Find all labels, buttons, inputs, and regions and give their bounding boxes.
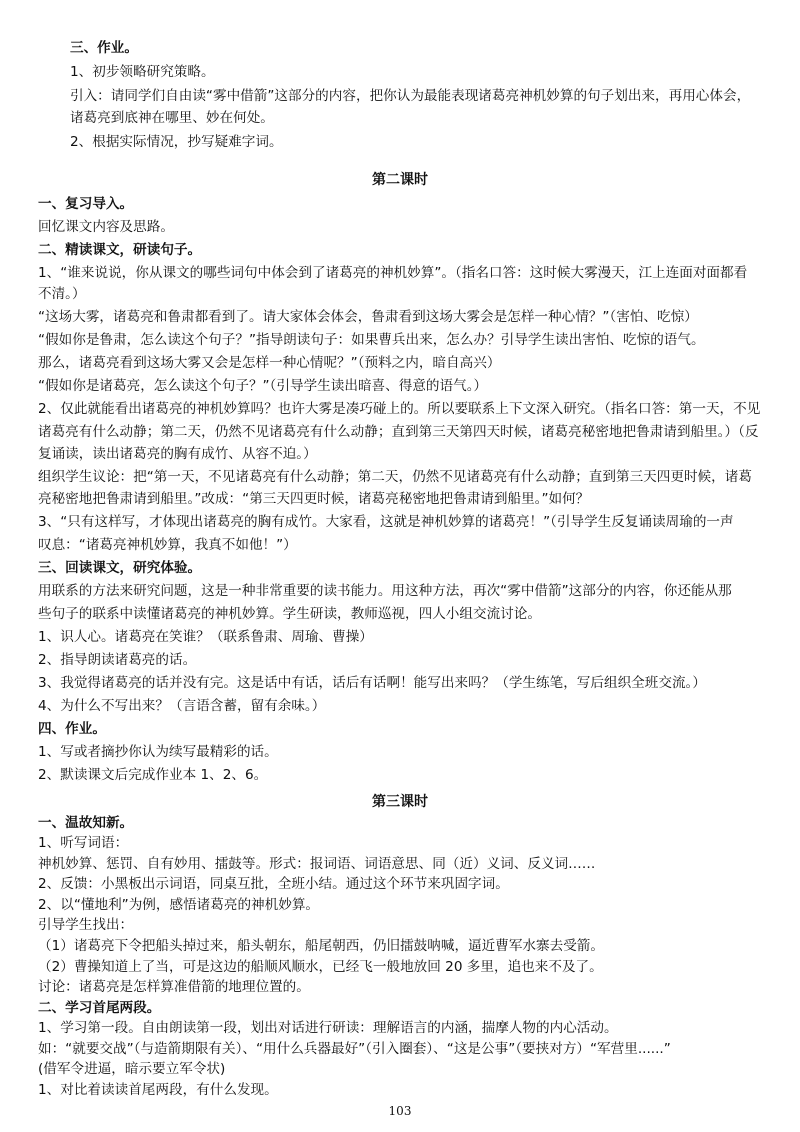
text-line: 诸葛亮到底神在哪里、妙在何处。 [70,110,274,126]
section-heading: 二、学习首尾两段。 [38,1000,161,1016]
text-line: 1、写或者摘抄你认为续写最精彩的话。 [38,744,278,760]
section-heading: 四、作业。 [38,721,106,737]
text-line: 亮秘密地把鲁肃请到船里。”改成：“第三天四更时候，诸葛亮秘密地把鲁肃请到船里。”如何？ [38,491,590,507]
text-line: 复诵读，读出诸葛亮的胸有成竹、从容不迫。） [38,446,317,462]
text-line: “假如你是鲁肃，怎么读这个句子？”指导朗读句子：如果曹兵出来，怎么办？引导学生读出害怕、吃惊的语气。 [38,332,705,348]
text-line: 组织学生议论：把“第一天，不见诸葛亮有什么动静；第二天，仍然不见诸葛亮有什么动静；直到第三天四更时候，诸葛 [38,469,752,485]
text-line: 那么，诸葛亮看到这场大雾又会是怎样一种心情呢？”（预料之内，暗自高兴） [38,355,501,371]
section-heading: 一、复习导入。 [38,196,134,212]
text-line: “假如你是诸葛亮，怎么读这个句子？”（引导学生读出暗喜、得意的语气。） [38,378,488,394]
text-line: 2、反馈：小黑板出示词语，同桌互批，全班小结。通过这个环节来巩固字词。 [38,876,509,892]
text-line: 不清。） [38,286,86,302]
text-line: （1）诸葛亮下令把船头掉过来，船头朝东，船尾朝西，仍旧擂鼓呐喊，逼近曹军水寨去受箭。 [38,938,604,954]
text-line: 如：“就要交战”（与造箭期限有关）、“用什么兵器最好”（引入圈套）、“这是公事”（要挟对方）“军营里......” [38,1041,671,1057]
text-line: 1、“谁来说说，你从课文的哪些词句中体会到了诸葛亮的神机妙算”。（指名口答：这时候大雾漫天，江上连面对面都看 [38,265,748,281]
text-line: 1、听写词语： [38,835,129,851]
lesson-title: 第三课时 [372,794,428,810]
section-heading: 三、作业。 [70,40,138,56]
text-line: “这场大雾，诸葛亮和鲁肃都看到了。请大家体会体会，鲁肃看到这场大雾会是怎样一种心情？”（害怕、吃惊） [38,309,698,325]
section-heading: 三、回读课文，研究体验。 [38,560,202,576]
section-heading: 二、精读课文，研读句子。 [38,242,202,258]
text-line: 些句子的联系中读懂诸葛亮的神机妙算。学生研读，教师巡视，四人小组交流讨论。 [38,606,541,622]
text-line: 2、以“懂地利”为例，感悟诸葛亮的神机妙算。 [38,897,320,913]
text-line: 1、识人心。诸葛亮在笑谁？（联系鲁肃、周瑜、曹操） [38,629,373,645]
text-line: 2、仅此就能看出诸葛亮的神机妙算吗？也许大雾是凑巧碰上的。所以要联系上下文深入研究。（指名口答：第一天，不见 [38,401,761,417]
text-line: 回忆课文内容及思路。 [38,219,174,235]
text-line: (借军令进逼，暗示要立军令状) [38,1061,226,1077]
text-line: 1、初步领略研究策略。 [70,64,215,80]
text-line: 2、根据实际情况，抄写疑难字词。 [70,134,283,150]
text-line: 4、为什么不写出来？（言语含蓄，留有余味。） [38,698,326,714]
text-line: 1、对比着读读首尾两段，有什么发现。 [38,1082,278,1098]
text-line: 用联系的方法来研究问题，这是一种非常重要的读书能力。用这种方法，再次“雾中借箭”这部分的内容，你还能从那 [38,583,732,599]
text-line: 引入：请同学们自由读“雾中借箭”这部分的内容，把你认为最能表现诸葛亮神机妙算的句子划出来，再用心体会， [70,88,751,104]
text-line: 叹息：“诸葛亮神机妙算，我真不如他！”） [38,537,297,553]
text-line: 引导学生找出： [38,917,134,933]
lesson-title: 第二课时 [372,172,428,188]
text-line: 3、“只有这样写，才体现出诸葛亮的胸有成竹。大家看，这就是神机妙算的诸葛亮！”（引导学生反复诵读周瑜的一声 [38,514,734,530]
text-line: 1、学习第一段。自由朗读第一段，划出对话进行研读：理解语言的内涵，揣摩人物的内心活动。 [38,1020,618,1036]
page-number: 103 [388,1104,412,1118]
text-line: 讨论：诸葛亮是怎样算准借箭的地理位置的。 [38,979,310,995]
section-heading: 一、温故知新。 [38,815,134,831]
text-line: 神机妙算、惩罚、自有妙用、擂鼓等。形式：报词语、词语意思、同（近）义词、反义词…… [38,856,596,872]
text-line: （2）曹操知道上了当，可是这边的船顺风顺水，已经飞一般地放回 20 多里，追也来不及了。 [38,959,603,975]
text-line: 3、我觉得诸葛亮的话并没有完。这是话中有话，话后有话啊！能写出来吗？（学生练笔，写后组织全班交流。） [38,675,706,691]
text-line: 2、默读课文后完成作业本 1、2、6。 [38,767,268,783]
text-line: 2、指导朗读诸葛亮的话。 [38,652,197,668]
text-line: 诸葛亮有什么动静；第二天，仍然不见诸葛亮有什么动静；直到第三天第四天时候，诸葛亮秘密地把鲁肃请到船里。）（反 [38,424,759,440]
